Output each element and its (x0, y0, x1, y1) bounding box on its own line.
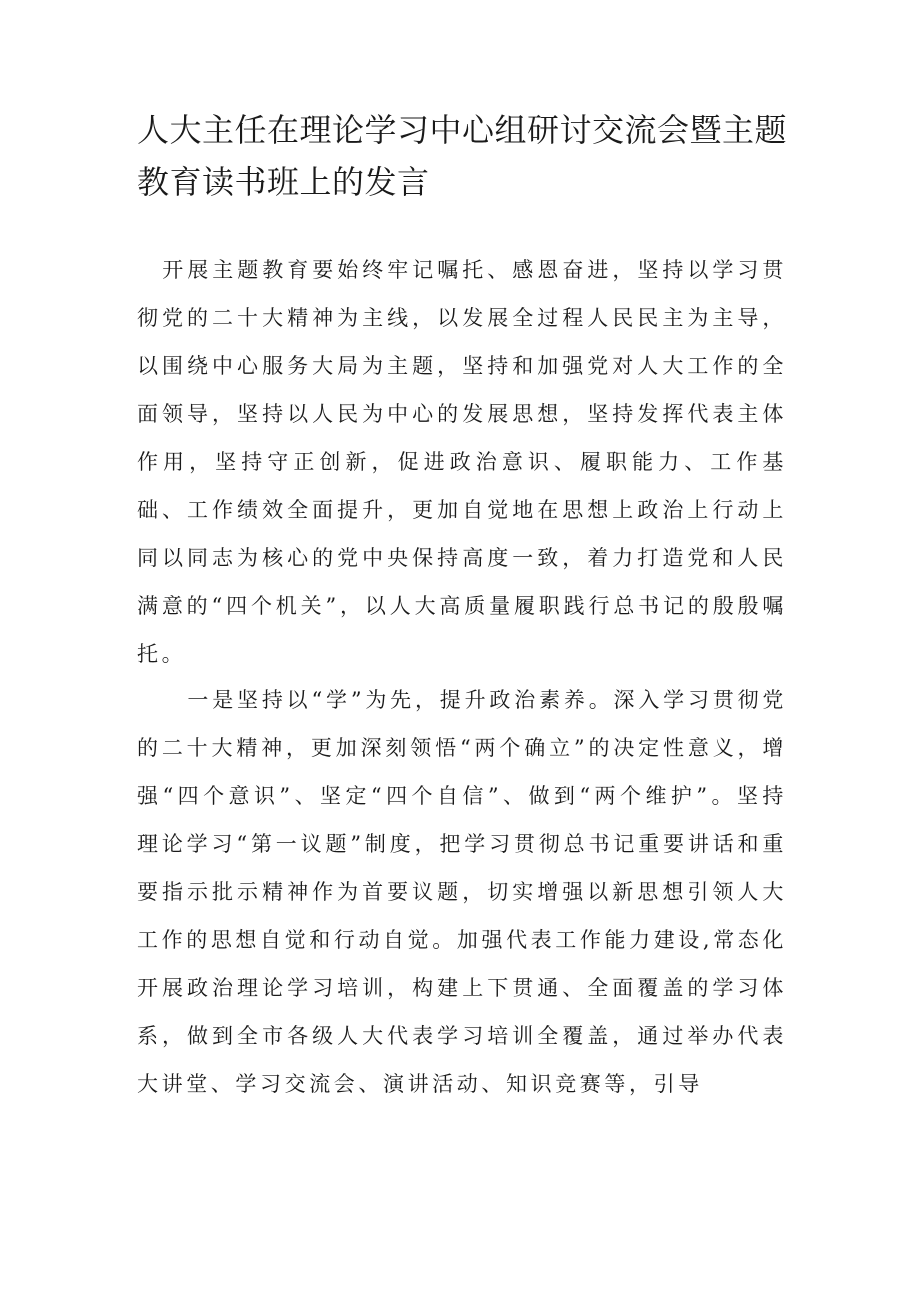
paragraph-intro: 开展主题教育要始终牢记嘱托、感恩奋进，坚持以学习贯彻党的二十大精神为主线，以发展全过程人民民主为主导，以围绕中心服务大局为主题，坚持和加强党对人大工作的全面领导，坚持以人民为中心的发展思想，坚持发挥代表主体作用，坚持守正创新，促进政治意识、履职能力、工作基础、工作绩效全面提升，更加自觉地在思想上政治上行动上同以同志为核心的党中央保持高度一致，着力打造党和人民满意的“四个机关”，以人大高质量履职践行总书记的殷殷嘱托。 (137, 258, 787, 666)
paragraph-point-one: 一是坚持以“学”为先，提升政治素养。深入学习贯彻党的二十大精神，更加深刻领悟“两个确立”的决定性意义，增强“四个意识”、坚定“四个自信”、做到“两个维护”。坚持理论学习“第一议题”制度，把学习贯彻总书记重要讲话和重要指示批示精神作为首要议题，切实增强以新思想引领人大工作的思想自觉和行动自觉。加强代表工作能力建设,常态化开展政治理论学习培训，构建上下贯通、全面覆盖的学习体系，做到全市各级人大代表学习培训全覆盖，通过举办代表大讲堂、学习交流会、演讲活动、知识竞赛等，引导 (137, 688, 787, 1096)
document-title: 人大主任在理论学习中心组研讨交流会暨主题教育读书班上的发言 (137, 111, 788, 201)
